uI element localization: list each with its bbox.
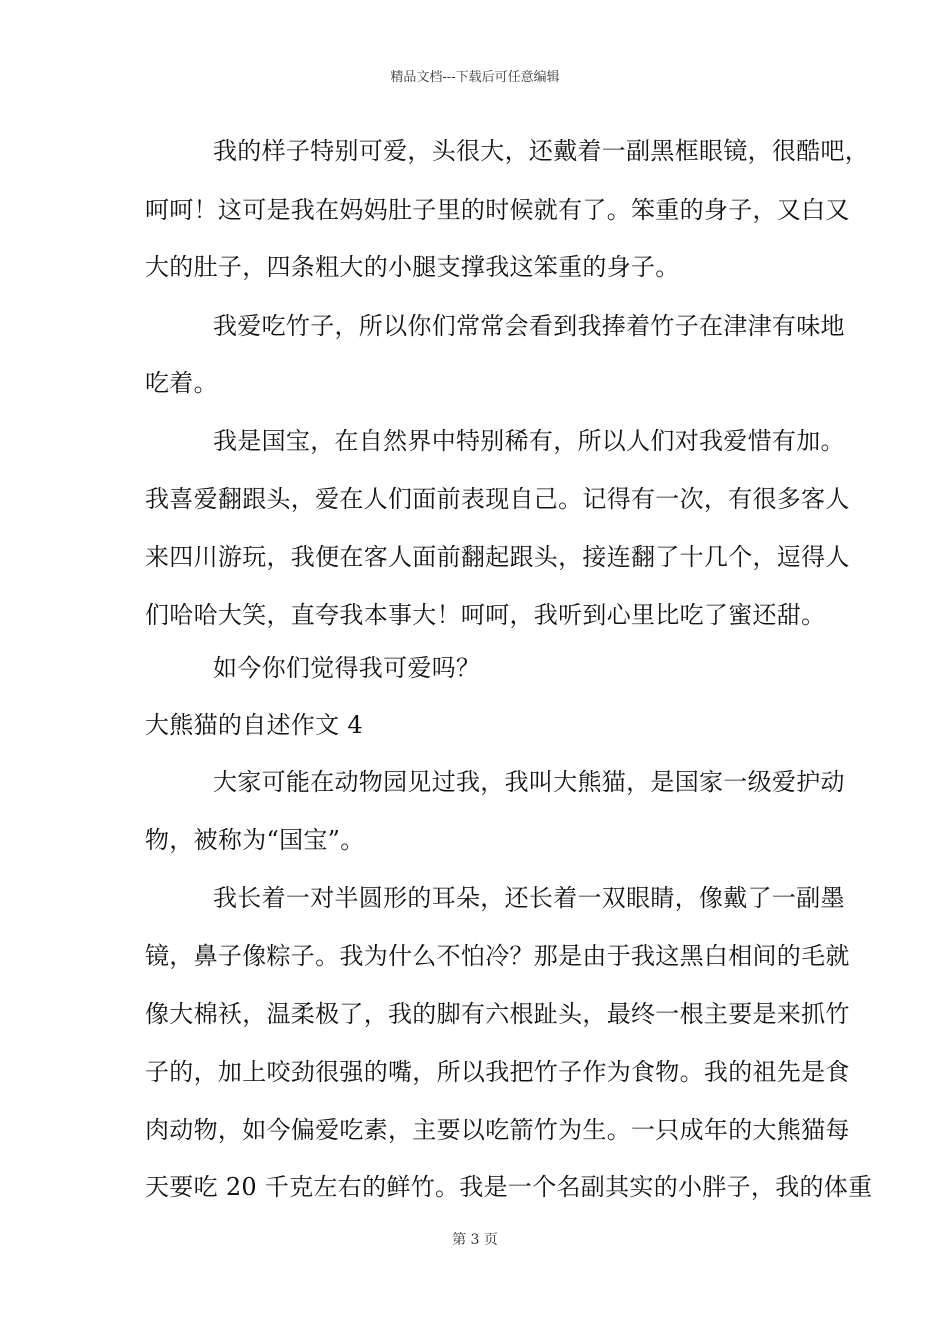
text-line: 大的肚子，四条粗大的小腿支撑我这笨重的身子。	[145, 253, 680, 281]
text-line: 子的，加上咬劲很强的嘴，所以我把竹子作为食物。我的祖先是食	[145, 1058, 850, 1086]
text-line: 们哈哈大笑，直夸我本事大！呵呵，我听到心里比吃了蜜还甜。	[145, 601, 826, 629]
text-line: 我喜爱翻跟头，爱在人们面前表现自己。记得有一次，有很多客人	[145, 485, 850, 513]
section-heading: 大熊猫的自述作文 4	[145, 711, 363, 739]
page-header: 精品文档---下载后可任意编辑	[390, 70, 560, 85]
text-line: 我爱吃竹子，所以你们常常会看到我捧着竹子在津津有味地	[213, 312, 845, 340]
text-line: 镜，鼻子像粽子。我为什么不怕冷？那是由于我这黑白相间的毛就	[145, 942, 850, 970]
page-number: 第 3 页	[452, 1232, 498, 1248]
text-line: 吃着。	[145, 369, 218, 397]
text-line: 大家可能在动物园见过我，我叫大熊猫，是国家一级爱护动	[213, 768, 845, 796]
text-line: 来四川游玩，我便在客人面前翻起跟头，接连翻了十几个，逗得人	[145, 543, 850, 571]
text-line: 我长着一对半圆形的耳朵，还长着一双眼睛，像戴了一副墨	[213, 884, 845, 912]
text-line: 我是国宝，在自然界中特别稀有，所以人们对我爱惜有加。	[213, 427, 845, 455]
text-line: 如今你们觉得我可爱吗？	[213, 654, 481, 682]
text-line: 物，被称为“国宝”。	[145, 826, 365, 854]
text-line: 肉动物，如今偏爱吃素，主要以吃箭竹为生。一只成年的大熊猫每	[145, 1116, 850, 1144]
text-line: 我的样子特别可爱，头很大，还戴着一副黑框眼镜，很酷吧，	[213, 137, 870, 165]
text-line: 天要吃 20 千克左右的鲜竹。我是一个名副其实的小胖子，我的体重	[145, 1173, 873, 1201]
text-line: 呵呵！这可是我在妈妈肚子里的时候就有了。笨重的身子，又白又	[145, 196, 850, 224]
text-line: 像大棉袄，温柔极了，我的脚有六根趾头，最终一根主要是来抓竹	[145, 1000, 850, 1028]
